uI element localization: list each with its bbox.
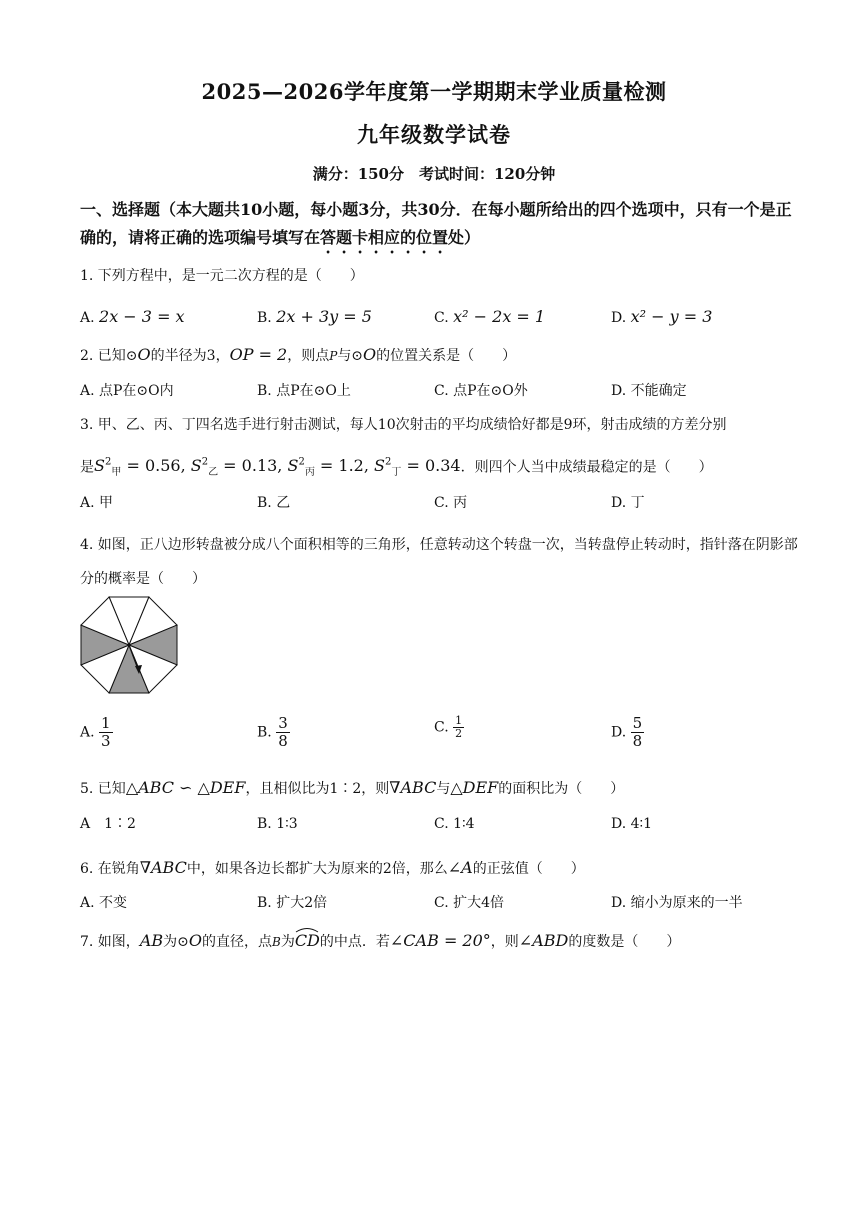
question-5-stem: 5. 已知△ABC ∽ △DEF，且相似比为1∶2，则∇ABC与△DEF的面积比为（ ） (80, 778, 625, 797)
question-2-stem: 2. 已知⊙O的半径为3，OP = 2，则点P与⊙O的位置关系是（ ） (80, 345, 517, 364)
q4-option-d: D. $\frac{5}{8}$ (611, 714, 643, 750)
q1-option-c: C. x² − 2x = 1 (434, 307, 546, 326)
dotted-emphasis: 答题卡相应的位置 (320, 228, 449, 247)
q5-option-b: B. 1∶3 (257, 816, 298, 832)
q6-option-a: A. 不变 (80, 895, 128, 911)
exam-subtitle: 九年级数学试卷 (357, 122, 511, 147)
q3-option-b: B. 乙 (257, 495, 291, 511)
exam-info: 满分：150分 考试时间：120分钟 (312, 165, 556, 183)
q2-option-d: D. 不能确定 (611, 383, 687, 399)
arc-cd: CD (295, 930, 320, 952)
q3-option-d: D. 丁 (611, 495, 645, 511)
q1-option-d: D. x² − y = 3 (611, 307, 713, 326)
question-1-stem: 1. 下列方程中，是一元二次方程的是（ ） (80, 268, 364, 284)
q5-option-a: A 1∶2 (80, 816, 136, 832)
question-4-stem: 4. 如图，正八边形转盘被分成八个面积相等的三角形，任意转动这个转盘一次，当转盘停止转动时，指针落在阴影部分的概率是（ ） (80, 537, 798, 587)
q4-option-a: A. $\frac{1}{3}$ (80, 714, 111, 750)
q6-option-d: D. 缩小为原来的一半 (611, 895, 743, 911)
exam-title: 2025—2026学年度第一学期期末学业质量检测 (201, 79, 667, 104)
q2-option-c: C. 点P在⊙O外 (434, 383, 528, 399)
q6-option-b: B. 扩大2倍 (257, 895, 328, 911)
question-3-stem-line1: 3. 甲、乙、丙、丁四名选手进行射击测试，每人10次射击的平均成绩恰好都是9环，射击成绩的方差分别 (80, 417, 727, 433)
q3-option-a: A. 甲 (80, 495, 114, 511)
q1-option-b: B. 2x + 3y = 5 (257, 307, 372, 326)
question-6-stem: 6. 在锐角∇ABC中，如果各边长都扩大为原来的2倍，那么∠A的正弦值（ ） (80, 858, 585, 877)
q1-option-a: A. 2x − 3 = x (80, 307, 185, 326)
question-7-stem: 7. 如图，AB为⊙O的直径，点B为CD 的中点．若∠CAB = 20°，则∠ABD的度数是（ ） (80, 930, 800, 953)
q5-option-d: D. 4∶1 (611, 816, 653, 832)
q3-option-c: C. 丙 (434, 495, 468, 511)
q6-option-c: C. 扩大4倍 (434, 895, 505, 911)
question-3-stem-line2: 是$S^2_甲 = 0.56$, $S^2_乙 = 0.13$, $S^2_丙 = 1.2$, $S^2_丁 = 0.34$．则四个人当中成绩最稳定的是（ ） (80, 456, 713, 479)
q4-option-c: C. $\frac{1}{2}$ (434, 714, 463, 740)
octagon-spinner-figure (76, 594, 184, 698)
q5-option-c: C. 1∶4 (434, 816, 475, 832)
section-heading: 一、选择题（本大题共10小题，每小题3分，共30分．在每小题所给出的四个选项中，只有一个是正确的，请将正确的选项编号填写在答题卡相应的位置处） (80, 200, 792, 247)
q4-option-b: B. $\frac{3}{8}$ (257, 714, 288, 750)
q2-option-b: B. 点P在⊙O上 (257, 383, 351, 399)
q2-option-a: A. 点P在⊙O内 (80, 383, 174, 399)
